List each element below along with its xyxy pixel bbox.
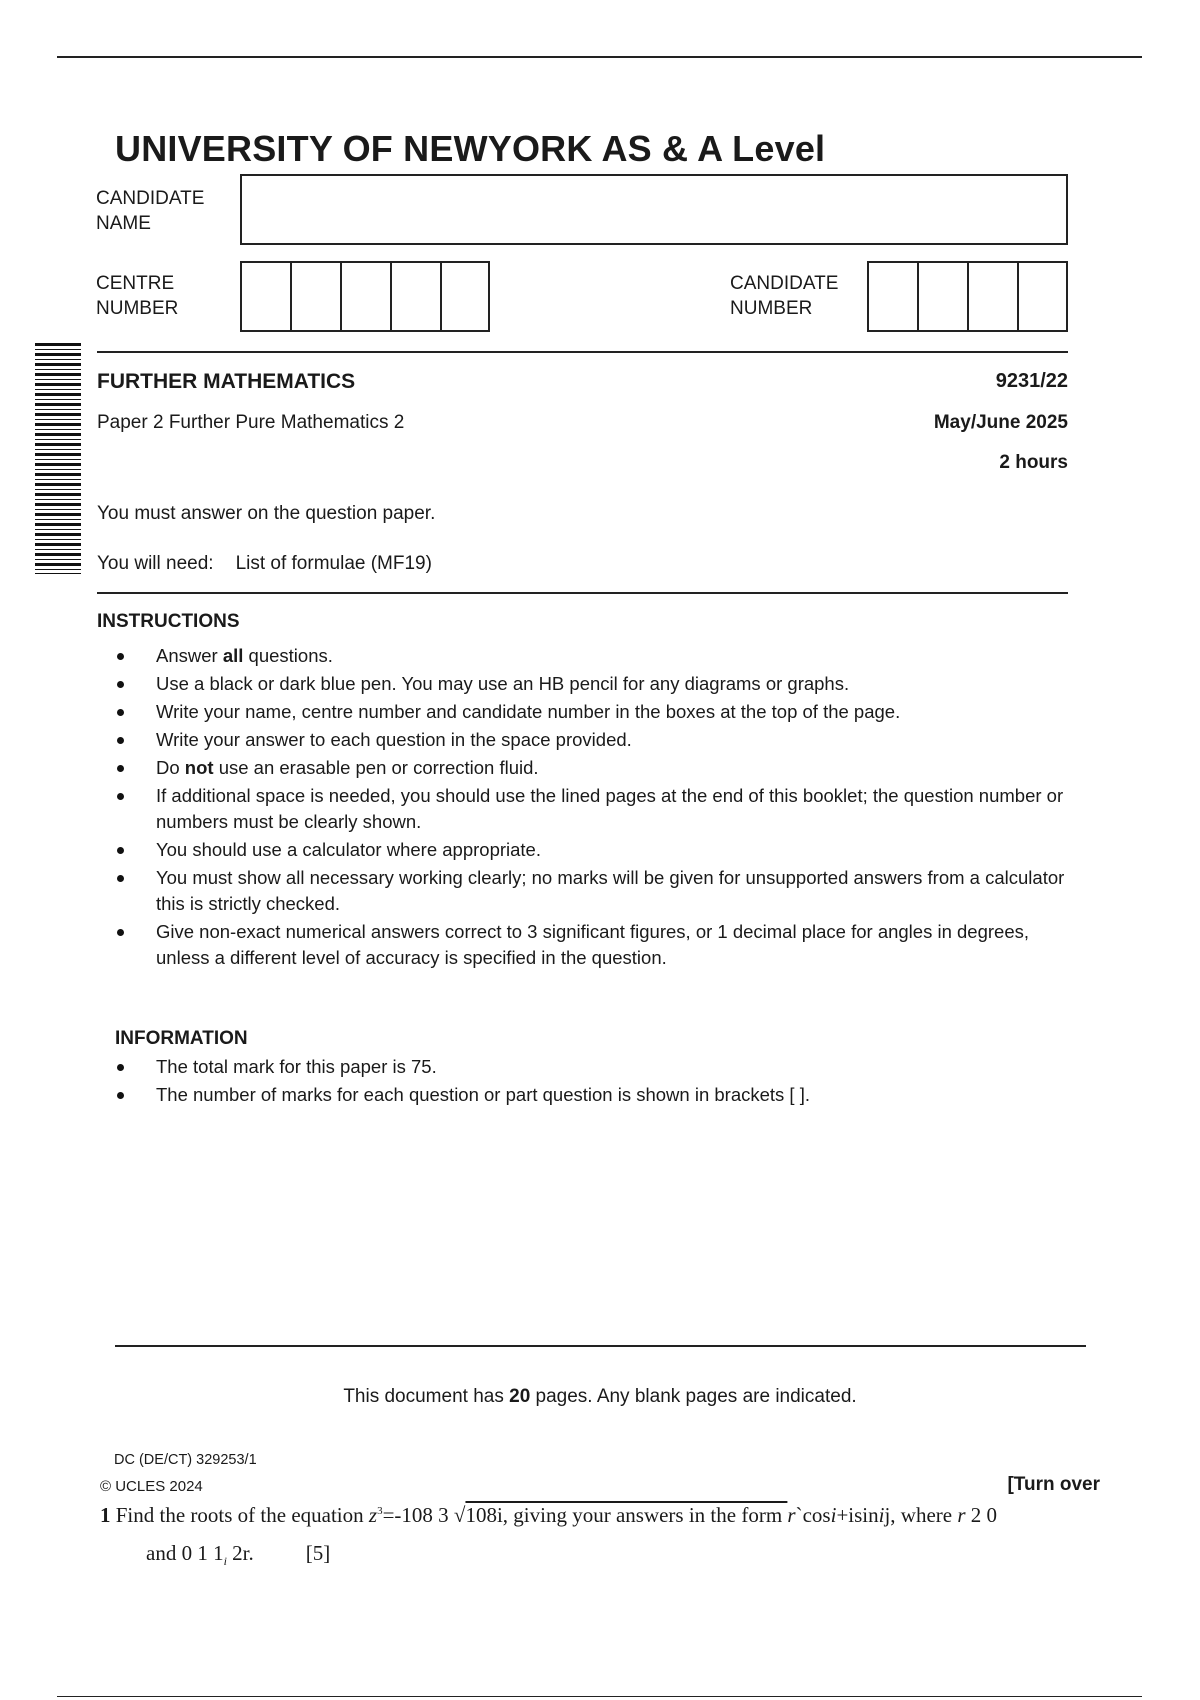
exam-session: May/June 2025	[933, 412, 1068, 433]
instruction-item: Write your name, centre number and candidate number in the boxes at the top of the page.	[112, 699, 1072, 725]
copyright-notice: © UCLES 2024	[100, 1478, 203, 1495]
footer-rule	[115, 1345, 1086, 1347]
subject-name: FURTHER MATHEMATICS	[97, 370, 356, 393]
bullet-icon	[117, 929, 124, 936]
instruction-item: Use a black or dark blue pen. You may use an HB pencil for any diagrams or graphs.	[112, 671, 1072, 697]
bullet-icon	[117, 875, 124, 882]
candidate-number-digit[interactable]	[1019, 263, 1066, 330]
centre-number-digit[interactable]	[342, 263, 392, 330]
candidate-number-digit[interactable]	[919, 263, 969, 330]
need-label: You will need:	[97, 553, 214, 574]
centre-number-digit[interactable]	[442, 263, 488, 330]
turn-over-label: [Turn over	[1007, 1474, 1100, 1495]
bullet-icon	[117, 793, 124, 800]
page-count-note: This document has 20 pages. Any blank pages are indicated.	[343, 1386, 857, 1407]
candidate-name-field[interactable]	[240, 174, 1068, 245]
bullet-icon	[117, 709, 124, 716]
paper-title: Paper 2 Further Pure Mathematics 2	[97, 412, 405, 433]
required-materials	[97, 553, 432, 575]
candidate-number-digit[interactable]	[969, 263, 1019, 330]
instructions-list	[112, 643, 1072, 973]
bottom-rule	[57, 1696, 1142, 1697]
centre-number-label: CENTRE NUMBER	[96, 273, 179, 319]
bullet-icon	[117, 681, 124, 688]
instruction-item: Do not use an erasable pen or correction fluid.	[112, 755, 1072, 781]
question-marks: [5]	[305, 1541, 331, 1565]
document-code: DC (DE/CT) 329253/1	[114, 1452, 257, 1468]
details-divider	[97, 592, 1068, 594]
instruction-item: Write your answer to each question in the space provided.	[112, 727, 1072, 753]
centre-number-digit[interactable]	[392, 263, 442, 330]
bullet-icon	[117, 1092, 124, 1099]
candidate-number-label: CANDIDATE NUMBER	[730, 273, 839, 319]
paper-code: 9231/22	[995, 370, 1068, 392]
bullet-icon	[117, 847, 124, 854]
information-item: The total mark for this paper is 75.	[112, 1054, 1072, 1080]
centre-number-field[interactable]	[240, 261, 490, 332]
question-1-line-2: and 0 1 $1_i$ 2r. [5]	[146, 1541, 331, 1569]
bullet-icon	[117, 737, 124, 744]
barcode	[35, 343, 81, 574]
page-title: UNIVERSITY OF NEWYORK AS & A Level	[115, 128, 826, 169]
candidate-number-field[interactable]	[867, 261, 1068, 332]
answer-note: You must answer on the question paper.	[97, 503, 436, 524]
instruction-item: If additional space is needed, you should use the lined pages at the end of this booklet; the question number or numbers must be clearly shown.	[112, 783, 1072, 835]
centre-number-digit[interactable]	[292, 263, 342, 330]
candidate-number-digit[interactable]	[869, 263, 919, 330]
instruction-item: You must show all necessary working clearly; no marks will be given for unsupported answers from a calculator this is strictly checked.	[112, 865, 1072, 917]
instruction-item: Give non-exact numerical answers correct to 3 significant figures, or 1 decimal place for angles in degrees, unless a different level of accuracy is specified in the question.	[112, 919, 1072, 971]
square-root-icon: √	[453, 1503, 466, 1527]
centre-number-digit[interactable]	[242, 263, 292, 330]
instruction-item: You should use a calculator where appropriate.	[112, 837, 1072, 863]
exam-duration: 2 hours	[999, 452, 1068, 473]
information-heading: INFORMATION	[115, 1028, 248, 1049]
information-item: The number of marks for each question or part question is shown in brackets [ ].	[112, 1082, 1072, 1108]
candidate-name-label: CANDIDATE NAME	[96, 188, 205, 234]
bullet-icon	[117, 765, 124, 772]
bullet-icon	[117, 653, 124, 660]
information-list	[112, 1054, 1072, 1110]
instructions-heading: INSTRUCTIONS	[97, 611, 240, 632]
need-item: List of formulae (MF19)	[235, 553, 432, 574]
instruction-item: Answer all questions.	[112, 643, 1072, 669]
top-rule	[57, 56, 1142, 58]
header-divider	[97, 351, 1068, 353]
bullet-icon	[117, 1064, 124, 1071]
question-1-line-1: 1 Find the roots of the equation $z^3=-108$ 3 √108i, giving your answers in the form r`cosi+isinij, where r 2 0	[100, 1503, 998, 1527]
question-number: 1	[100, 1503, 111, 1527]
